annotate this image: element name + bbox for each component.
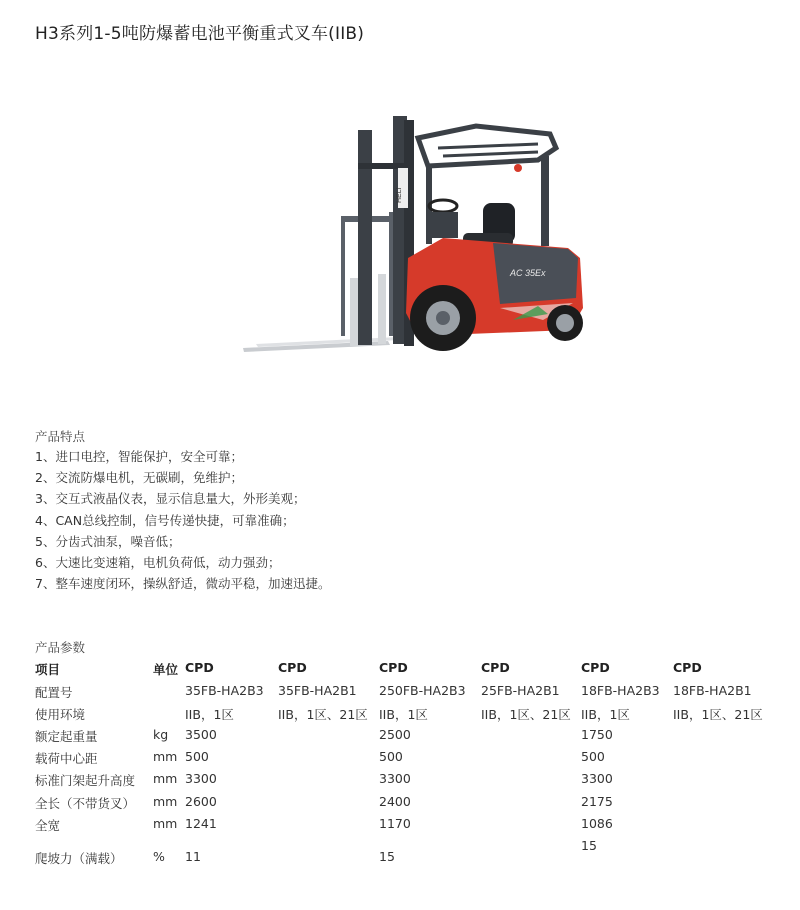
config-value: 25FB-HA2B1 bbox=[481, 683, 560, 698]
config-value: 35FB-HA2B3 bbox=[185, 683, 264, 698]
row-label: 爬坡力（满载） bbox=[35, 851, 123, 866]
row-label: 配置号 bbox=[35, 685, 73, 700]
row-unit: mm bbox=[153, 794, 178, 809]
feature-item: 4、CAN总线控制，信号传递快捷，可靠准确； bbox=[35, 512, 295, 528]
load-center-value: 500 bbox=[581, 749, 605, 764]
feature-item: 6、大速比变速箱，电机负荷低，动力强劲； bbox=[35, 555, 281, 571]
rated-load-value: 3500 bbox=[185, 727, 217, 742]
lift-height-value: 3300 bbox=[581, 771, 613, 786]
row-label: 全宽 bbox=[35, 818, 61, 833]
row-unit: mm bbox=[153, 749, 178, 764]
width-value: 1241 bbox=[185, 816, 217, 831]
header-model: CPD bbox=[673, 660, 702, 675]
length-value: 2400 bbox=[379, 794, 411, 809]
row-unit: mm bbox=[153, 816, 178, 831]
header-unit: 单位 bbox=[153, 662, 179, 677]
header-item: 项目 bbox=[35, 662, 61, 677]
rated-load-value: 2500 bbox=[379, 727, 411, 742]
feature-item: 5、分齿式油泵，噪音低； bbox=[35, 533, 181, 549]
row-unit: kg bbox=[153, 727, 169, 742]
grade-value: 15 bbox=[581, 838, 597, 853]
rear-wheel bbox=[547, 305, 583, 341]
lift-height-value: 3300 bbox=[379, 771, 411, 786]
row-unit: % bbox=[153, 849, 165, 864]
features-list bbox=[35, 446, 330, 594]
feature-item: 2、交流防爆电机，无碳刷，免维护； bbox=[35, 470, 243, 486]
lift-height-value: 3300 bbox=[185, 771, 217, 786]
front-wheel bbox=[410, 285, 476, 351]
header-model: CPD bbox=[581, 660, 610, 675]
header-model: CPD bbox=[185, 660, 214, 675]
environment-value: IIB，1区、21区 bbox=[673, 707, 763, 722]
row-label: 载荷中心距 bbox=[35, 751, 98, 766]
svg-text:AC 35Ex: AC 35Ex bbox=[510, 268, 546, 278]
config-value: 18FB-HA2B1 bbox=[673, 683, 752, 698]
config-value: 35FB-HA2B1 bbox=[278, 683, 357, 698]
header-model: CPD bbox=[278, 660, 307, 675]
load-center-value: 500 bbox=[379, 749, 403, 764]
environment-value: IIB，1区 bbox=[185, 707, 234, 722]
forks bbox=[243, 274, 400, 352]
width-value: 1170 bbox=[379, 816, 411, 831]
environment-value: IIB，1区、21区 bbox=[481, 707, 571, 722]
width-value: 1086 bbox=[581, 816, 613, 831]
page-title: H3系列1-5吨防爆蓄电池平衡重式叉车(IIB) bbox=[35, 24, 365, 44]
environment-value: IIB，1区 bbox=[379, 707, 428, 722]
environment-value: IIB，1区、21区 bbox=[278, 707, 368, 722]
rated-load-value: 1750 bbox=[581, 727, 613, 742]
grade-value: 11 bbox=[185, 849, 201, 864]
row-unit: mm bbox=[153, 771, 178, 786]
grade-value: 15 bbox=[379, 849, 395, 864]
svg-text:HELI: HELI bbox=[396, 187, 403, 203]
header-model: CPD bbox=[379, 660, 408, 675]
params-heading: 产品参数 bbox=[35, 640, 86, 655]
feature-item: 3、交互式液晶仪表，显示信息量大，外形美观； bbox=[35, 491, 306, 507]
environment-value: IIB，1区 bbox=[581, 707, 630, 722]
row-label: 全长（不带货叉） bbox=[35, 796, 136, 811]
forklift-product-image bbox=[238, 108, 588, 360]
length-value: 2600 bbox=[185, 794, 217, 809]
feature-item: 1、进口电控，智能保护，安全可靠； bbox=[35, 449, 243, 464]
config-value: 250FB-HA2B3 bbox=[379, 683, 466, 698]
load-center-value: 500 bbox=[185, 749, 209, 764]
row-label: 标准门架起升高度 bbox=[35, 773, 136, 788]
config-value: 18FB-HA2B3 bbox=[581, 683, 660, 698]
row-label: 使用环境 bbox=[35, 707, 86, 722]
feature-item: 7、整车速度闭环，操纵舒适，微动平稳，加速迅捷。 bbox=[35, 576, 331, 592]
length-value: 2175 bbox=[581, 794, 613, 809]
header-model: CPD bbox=[481, 660, 510, 675]
features-heading: 产品特点 bbox=[35, 429, 86, 444]
row-label: 额定起重量 bbox=[35, 729, 98, 744]
